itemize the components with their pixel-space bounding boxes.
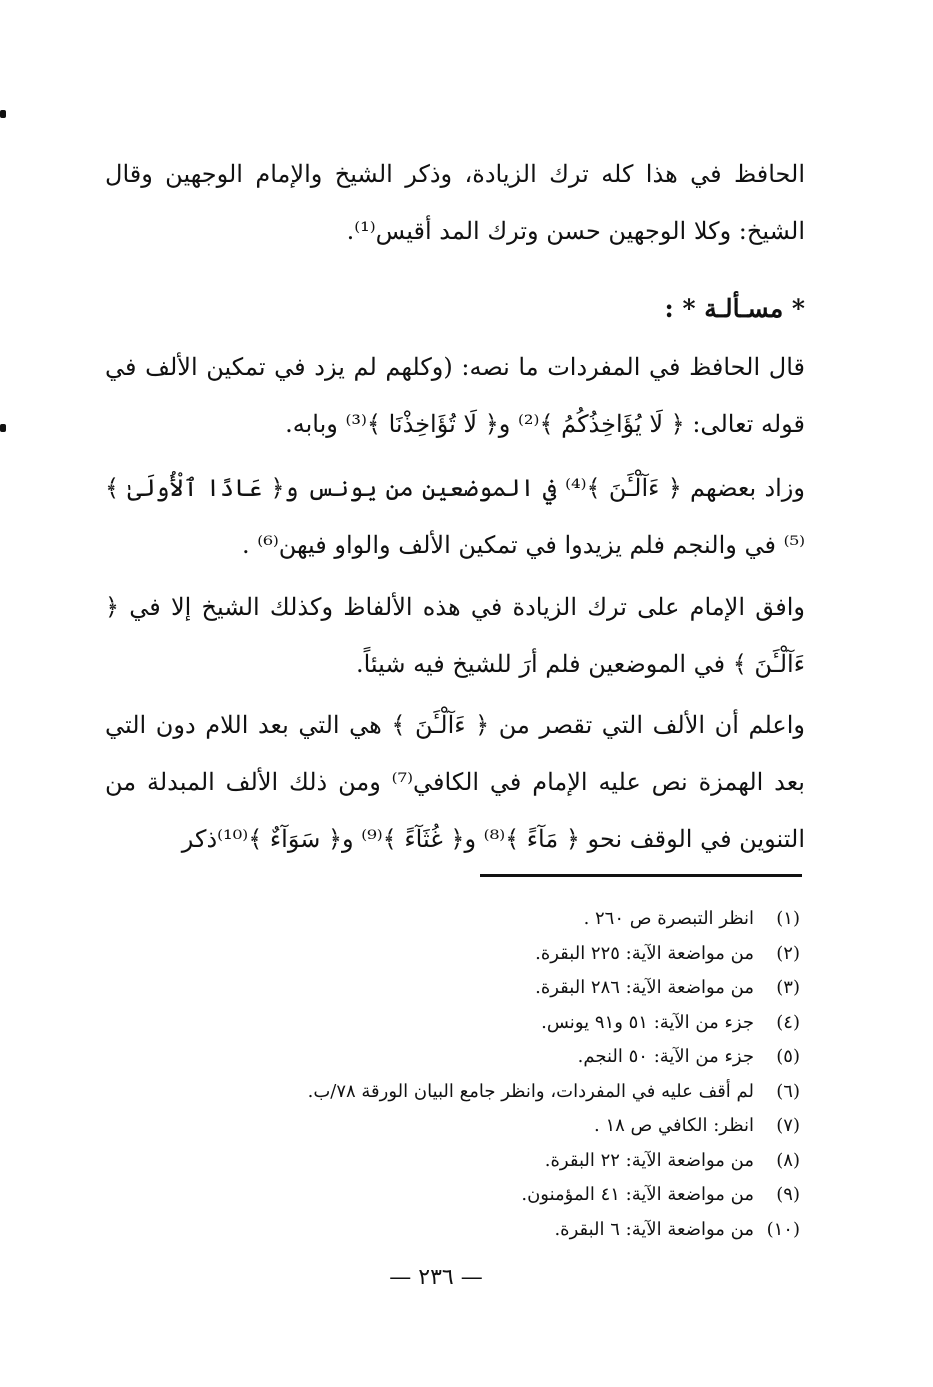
- paragraph-text: وزاد بعضهم ﴿ ءَآلْـَٔنَ ﴾⁽⁴⁾ في الموضعين من يونس و﴿ عَادًا ٱلْأُولَىٰ ﴾⁽⁵⁾ في والنجم فلم يزيدوا في تمكين الألف والواو فيهن⁽⁶⁾ .: [105, 474, 805, 559]
- footnote-item: [200, 1109, 800, 1144]
- footnote-item: [200, 937, 800, 972]
- footnote-item: [200, 1178, 800, 1213]
- scan-edge-mark: [0, 424, 6, 432]
- footnote-number: (١): [776, 908, 800, 929]
- footnote-text: انظر التبصرة ص ٢٦٠ .: [583, 908, 754, 929]
- footnote-text: من مواضعة الآية: ٢٢ البقرة.: [544, 1149, 754, 1171]
- footnote-number: (٢): [776, 942, 800, 964]
- footnote-number: (٧): [776, 1115, 800, 1136]
- paragraph-3: [105, 460, 805, 574]
- footnote-text: جزء من الآية: ٥١ و٩١ يونس.: [541, 1011, 754, 1033]
- footnote-text: من مواضعة الآية: ٤١ المؤمنون.: [521, 1184, 754, 1205]
- section-heading: * مسـألـة * :: [664, 294, 805, 323]
- page-number: — ٢٣٦ —: [389, 1265, 483, 1290]
- footnote-divider: [480, 874, 802, 877]
- paragraph-text: وافق الإمام على ترك الزيادة في هذه الألفاظ وكذلك الشيخ إلا في ﴿ ءَآلْـَٔنَ ﴾ في الموضعين فلم أرَ للشيخ فيه شيئاً.: [105, 593, 805, 678]
- footnote-number: (٩): [776, 1184, 800, 1205]
- paragraph-5: [105, 697, 805, 868]
- footnote-number: (١٠): [766, 1218, 800, 1240]
- paragraph-4: [105, 579, 805, 693]
- paragraph-text: قال الحافظ في المفردات ما نصه: (وكلهم لم يزد في تمكين الألف في قوله تعالى: ﴿ لَا يُؤَاخِذُكُمُ ﴾⁽²⁾ و﴿ لَا تُؤَاخِذْنَا ﴾⁽³⁾ وبابه.: [105, 353, 805, 438]
- footnote-text: من مواضعة الآية: ٢٢٥ البقرة.: [535, 942, 754, 964]
- footnotes: [200, 902, 800, 1247]
- footnote-item: [200, 902, 800, 937]
- footnote-item: [200, 1075, 800, 1110]
- footnote-text: انظر: الكافي ص ١٨ .: [593, 1115, 754, 1136]
- footnote-item: [200, 1144, 800, 1179]
- paragraph-2: [105, 339, 805, 453]
- footnote-item: [200, 1213, 800, 1248]
- footnote-number: (٦): [776, 1080, 800, 1102]
- footnote-text: من مواضعة الآية: ٢٨٦ البقرة.: [535, 977, 754, 998]
- footnote-number: (٨): [776, 1149, 800, 1171]
- footnote-text: جزء من الآية: ٥٠ النجم.: [577, 1046, 754, 1067]
- footnote-text: لم أقف عليه في المفردات، وانظر جامع البيان الورقة ٧٨/ب.: [307, 1080, 754, 1102]
- footnote-item: [200, 971, 800, 1006]
- footnote-item: [200, 1006, 800, 1041]
- footnote-item: [200, 1040, 800, 1075]
- scan-edge-mark: [0, 110, 6, 118]
- paragraph-text: واعلم أن الألف التي تقصر من ﴿ ءَآلْـَٔنَ ﴾ هي التي بعد اللام دون التي بعد الهمزة نص عليه الإمام في الكافي⁽⁷⁾ ومن ذلك الألف المبدلة من التنوين في الوقف نحو ﴿ مَآءً ﴾⁽⁸⁾ و﴿ غُثَآءً ﴾⁽⁹⁾ و﴿ سَوَآءٌ ﴾⁽¹⁰⁾ذكر: [105, 711, 805, 853]
- footnote-number: (٤): [776, 1011, 800, 1033]
- paragraph-1: [105, 146, 805, 260]
- paragraph-text: الحافظ في هذا كله ترك الزيادة، وذكر الشيخ والإمام الوجهين وقال الشيخ: وكلا الوجهين حسن وترك المد أقيس⁽¹⁾.: [105, 160, 805, 245]
- footnote-number: (٣): [776, 977, 800, 998]
- footnote-number: (٥): [776, 1046, 800, 1067]
- footnote-text: من مواضعة الآية: ٦ البقرة.: [554, 1218, 754, 1240]
